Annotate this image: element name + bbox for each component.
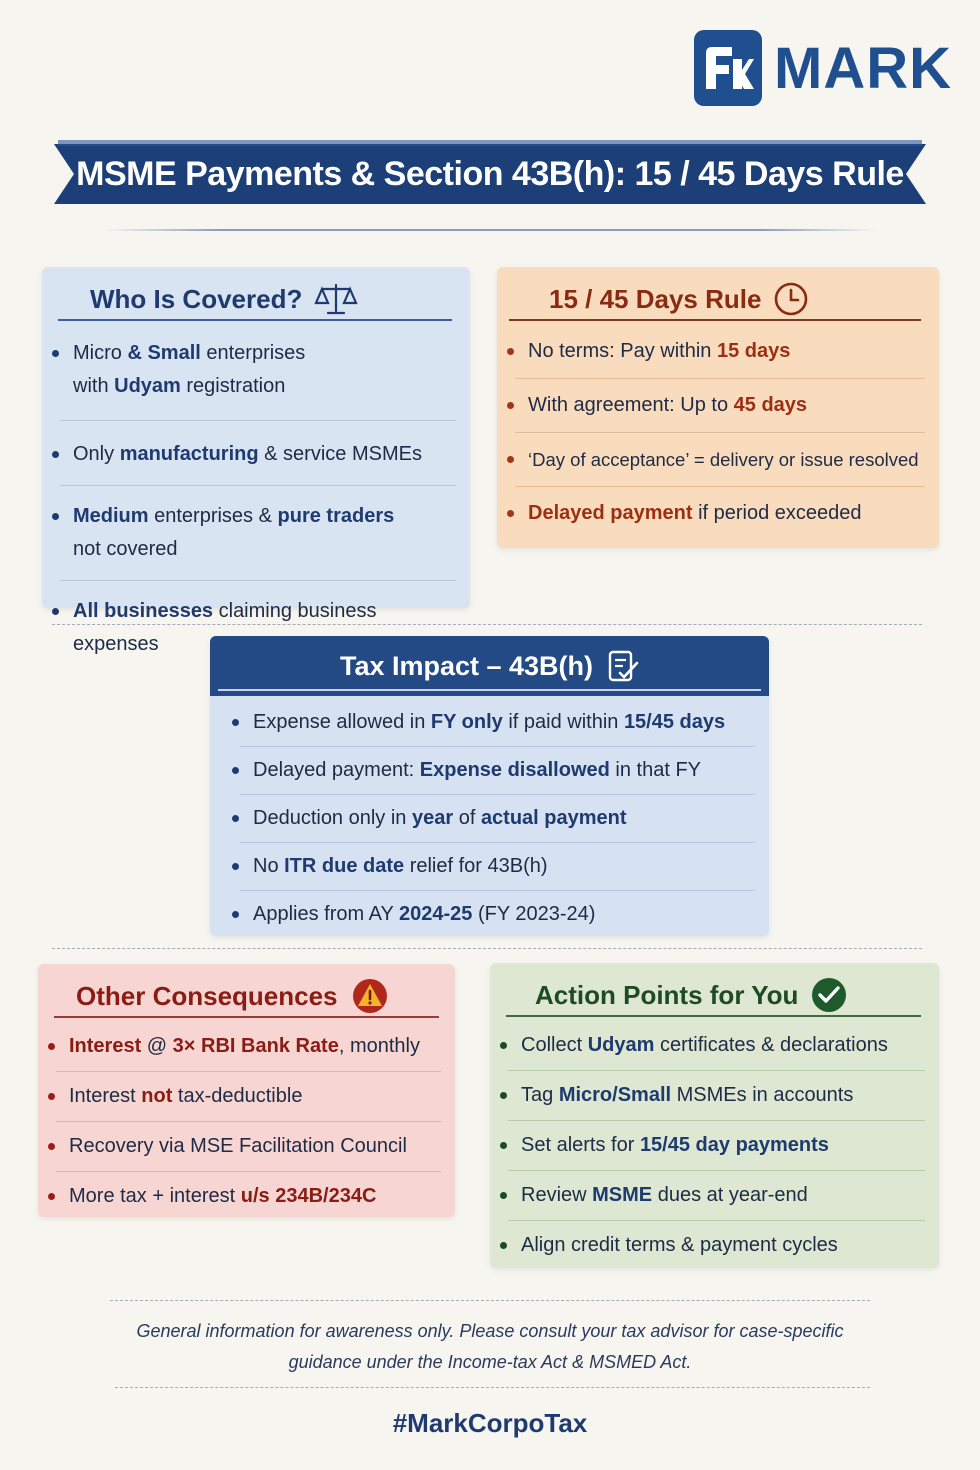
list-item [42,337,470,403]
emphasis-text: manufacturing [119,443,259,465]
list-item-text [521,1179,808,1212]
plain-text: Applies from AY [253,903,399,925]
bullet-icon [507,510,514,517]
list-item-text [528,335,790,368]
list-item-line [253,754,701,787]
plain-text: ‘Day of acceptance’ = delivery or issue resolved [528,449,919,470]
list-separator [56,1171,441,1172]
list-item [497,389,939,422]
list-item [38,1130,455,1163]
bullet-icon [500,1242,507,1249]
plain-text: Expense allowed in [253,711,431,733]
list-separator [515,486,925,487]
emphasis-text: 15/45 days [623,711,726,733]
title-divider [105,229,877,231]
list-item-text [73,438,422,471]
tax-impact-card [210,636,769,936]
bullet-icon [232,863,239,870]
list-item-text [253,706,725,739]
list-item-line [69,1030,420,1063]
plain-text: With agreement: Up to [528,394,734,416]
list-item [38,1180,455,1213]
bullet-icon [52,608,59,615]
plain-text: enterprises & [148,505,278,527]
list-item-line [521,1129,829,1162]
section-divider-2 [52,948,922,949]
plain-text: if period exceeded [692,502,862,524]
plain-text: if paid within [502,711,624,733]
plain-text: MSMEs in accounts [671,1084,854,1106]
days-rule-title: 15 / 45 Days Rule [549,283,762,314]
list-item-line [528,389,807,422]
list-item-line [521,1079,853,1112]
list-separator [60,420,456,421]
emphasis-text: 15/45 day payments [639,1134,829,1156]
plain-text: Tag [521,1084,559,1106]
list-item-text [253,802,627,835]
disclaimer [60,1316,920,1378]
plain-text: with [73,375,115,397]
who-covered-heading [42,267,470,319]
plain-text: certificates & declarations [654,1034,888,1056]
plain-text: in that FY [609,759,701,781]
list-item-text [528,389,807,422]
emphasis-text: Expense disallowed [419,759,610,781]
list-item-line [73,500,394,533]
checkmark-icon [810,976,848,1014]
who-covered-list [42,321,470,661]
emphasis-text: Interest [69,1035,142,1057]
plain-text: Deduction only in [253,807,412,829]
list-separator [508,1120,925,1121]
days-rule-card [497,267,939,548]
list-item-text [253,850,548,883]
disclaimer-line-1: General information for awareness only. Please consult your tax advisor for case-specific [136,1321,844,1341]
list-item-line [253,898,595,931]
list-separator [240,890,755,891]
plain-text: Collect [521,1034,588,1056]
plain-text: (FY 2023-24) [472,903,596,925]
list-item-text [69,1030,420,1063]
list-separator [60,580,456,581]
list-item-text [253,754,701,787]
list-item-line [528,497,862,530]
logo-mark-icon [694,30,762,106]
bullet-icon [500,1042,507,1049]
bullet-icon [48,1043,55,1050]
list-item-text [521,1229,838,1262]
list-item [222,850,769,883]
plain-text: Review [521,1184,593,1206]
emphasis-text: Udyam [114,375,181,397]
plain-text: registration [180,375,286,397]
bullet-icon [52,513,59,520]
bullet-icon [500,1192,507,1199]
bullet-icon [232,911,239,918]
plain-text: of [453,807,481,829]
bullet-icon [48,1093,55,1100]
list-item [490,1179,939,1212]
list-item-line [253,706,725,739]
consequences-title: Other Consequences [76,980,338,1011]
tax-impact-title: Tax Impact – 43B(h) [339,650,594,681]
plain-text: enterprises [200,342,306,364]
list-separator [240,746,755,747]
list-item-text [69,1080,302,1113]
list-item [490,1129,939,1162]
emphasis-text: All businesses [73,600,214,622]
disclaimer-line-2: guidance under the Income-tax Act & MSMED Act. [288,1352,692,1372]
plain-text: tax-deductible [172,1085,303,1107]
list-item [490,1229,939,1262]
emphasis-text: not [141,1085,173,1107]
list-separator [508,1070,925,1071]
list-item [497,443,939,476]
list-item-line [521,1179,808,1212]
plain-text: claiming business expenses [73,600,377,655]
plain-text: relief for 43B(h) [404,855,548,877]
list-item-line [69,1180,376,1213]
emphasis-text: 3× RBI Bank Rate [172,1035,339,1057]
hashtag: #MarkCorpoTax [392,1408,588,1438]
list-item-text [528,497,862,530]
list-item [38,1030,455,1063]
emphasis-text: 15 days [716,340,791,362]
emphasis-text: 2024-25 [399,903,473,925]
list-item-text [521,1029,888,1062]
list-item [222,754,769,787]
consequences-heading [38,964,455,1016]
emphasis-text: pure traders [277,505,395,527]
list-item [42,500,470,566]
footer-divider [110,1300,870,1301]
bullet-icon [232,767,239,774]
plain-text: More tax + interest [69,1185,241,1207]
emphasis-text: Medium [73,505,149,527]
emphasis-text: Udyam [587,1034,655,1056]
consequences-list [38,1018,455,1213]
plain-text: not covered [73,538,178,560]
list-separator [240,842,755,843]
emphasis-text: MSME [592,1184,653,1206]
list-item-text [69,1180,376,1213]
bullet-icon [232,815,239,822]
list-item-line [253,802,627,835]
clock-icon [773,281,809,317]
list-item-line [73,438,422,471]
bullet-icon [232,719,239,726]
list-separator [515,378,925,379]
list-item [222,706,769,739]
list-item-line [69,1130,407,1163]
title-banner [54,140,926,208]
list-item [497,497,939,530]
action-points-list [490,1017,939,1262]
plain-text: dues at year-end [652,1184,808,1206]
bullet-icon [500,1092,507,1099]
emphasis-text: Delayed payment [528,502,693,524]
list-item-text [73,500,394,566]
consequences-card [38,964,455,1217]
action-points-card [490,963,939,1268]
list-item [38,1080,455,1113]
list-item-line [521,1029,888,1062]
emphasis-text: FY only [430,711,503,733]
list-item [222,898,769,931]
emphasis-text: u/s 234B/234C [240,1185,377,1207]
list-item-line [73,370,305,403]
list-item [490,1029,939,1062]
bullet-icon [48,1193,55,1200]
section-divider [52,624,922,625]
footer-divider-2 [115,1387,870,1388]
list-item-text [73,337,305,403]
emphasis-text: year [411,807,454,829]
emphasis-text: actual payment [480,807,627,829]
list-item-line [73,337,305,370]
plain-text: & service MSMEs [258,443,422,465]
list-item-line [521,1229,838,1262]
list-item-line [73,533,394,566]
list-item-line [253,850,548,883]
plain-text: Only [73,443,120,465]
logo-wordmark: MARK [774,35,952,101]
emphasis-text: 45 days [733,394,808,416]
bullet-icon [52,350,59,357]
bullet-icon [500,1142,507,1149]
days-rule-list [497,321,939,530]
emphasis-text: & Small [127,342,201,364]
bullet-icon [48,1143,55,1150]
plain-text: Recovery via MSE Facilitation Council [69,1135,407,1157]
list-item-line [528,443,919,476]
days-rule-heading [497,267,939,319]
plain-text: , monthly [338,1035,420,1057]
plain-text: @ [141,1035,173,1057]
list-separator [508,1220,925,1221]
plain-text: No [253,855,285,877]
list-separator [508,1170,925,1171]
bullet-icon [507,348,514,355]
list-item-text [69,1130,407,1163]
scales-icon [314,282,358,316]
list-separator [56,1071,441,1072]
action-points-title: Action Points for You [535,979,799,1010]
list-item-line [69,1080,302,1113]
list-item-text [521,1079,853,1112]
who-covered-title: Who Is Covered? [90,283,303,314]
plain-text: Delayed payment: [253,759,420,781]
plain-text: No terms: Pay within [528,340,717,362]
emphasis-text: ITR due date [284,855,405,877]
list-item-line [528,335,790,368]
plain-text: Micro [73,342,128,364]
tax-impact-list [210,696,769,931]
list-separator [515,432,925,433]
list-separator [56,1121,441,1122]
list-item [42,438,470,471]
list-item-text [253,898,595,931]
list-item [490,1079,939,1112]
list-item [222,802,769,835]
plain-text: Set alerts for [521,1134,640,1156]
document-check-icon [607,649,639,683]
list-item-text [528,443,919,476]
list-item-text [521,1129,829,1162]
who-covered-card [42,267,470,655]
emphasis-text: Micro/Small [558,1084,672,1106]
warning-icon [350,978,390,1014]
bullet-icon [507,456,514,463]
list-separator [240,794,755,795]
list-separator [60,485,456,486]
bullet-icon [507,402,514,409]
action-points-heading [490,963,939,1015]
list-item [497,335,939,368]
tax-impact-heading [210,636,769,696]
bullet-icon [52,451,59,458]
plain-text: Interest [69,1085,142,1107]
plain-text: Align credit terms & payment cycles [521,1234,838,1256]
brand-logo [694,30,952,106]
page-title: MSME Payments & Section 43B(h): 15 / 45 Days Rule [76,154,904,193]
